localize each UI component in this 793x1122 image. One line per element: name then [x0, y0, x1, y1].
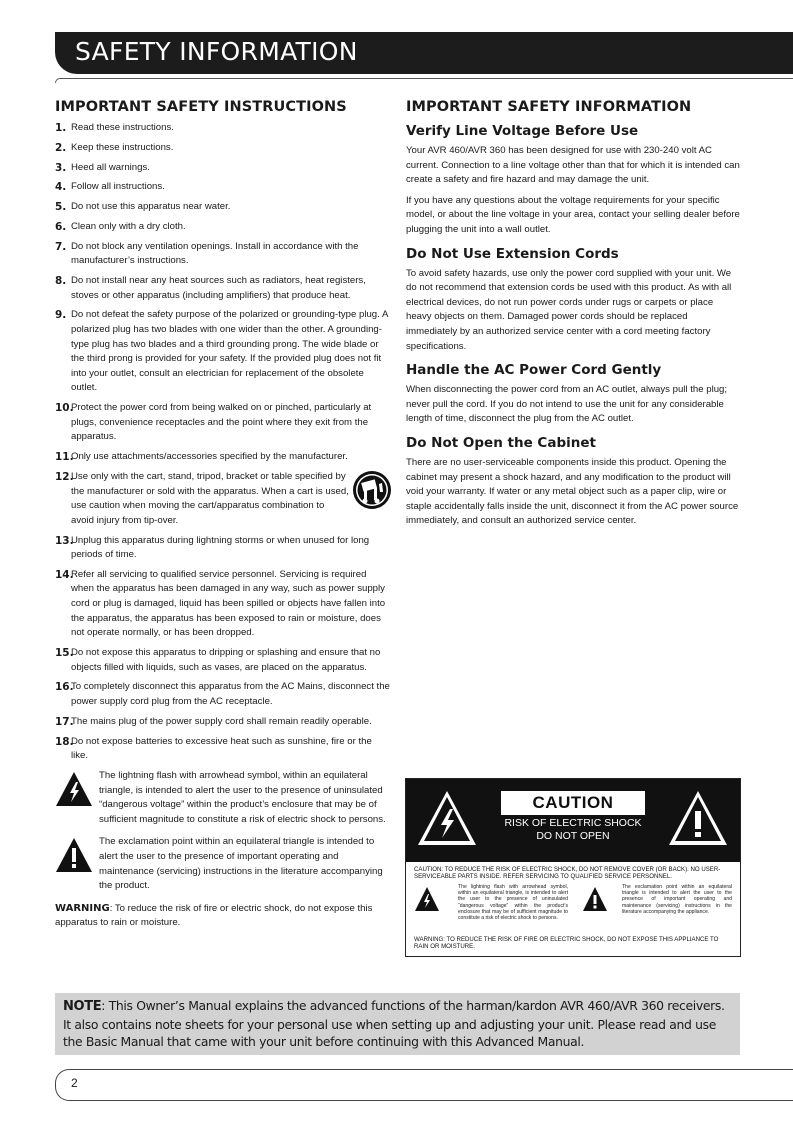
instruction-text: Do not expose batteries to excessive heat such as sunshine, fire or the like. [71, 735, 372, 762]
instruction-item [55, 735, 391, 764]
left-column [55, 99, 391, 931]
exclamation-triangle-icon [582, 886, 608, 912]
instruction-text: Clean only with a dry cloth. [71, 220, 186, 232]
instruction-number: 8. [55, 275, 67, 288]
instruction-item [55, 534, 391, 563]
instruction-number: 13. [55, 534, 74, 547]
instruction-text: To completely disconnect this apparatus from the AC Mains, disconnect the power supply cord plug from the AC receptacle. [71, 681, 390, 707]
caution-label [405, 778, 741, 957]
page-title: SAFETY INFORMATION [75, 37, 358, 66]
cart-warning-icon [352, 470, 392, 510]
lightning-triangle-icon [414, 886, 440, 912]
instruction-number: 12. [55, 470, 74, 483]
caution-line2: DO NOT OPEN [536, 830, 610, 842]
instruction-item [55, 121, 391, 136]
instruction-number: 15. [55, 647, 74, 660]
instruction-number: 16. [55, 681, 74, 694]
section-title: Handle the AC Power Cord Gently [406, 362, 662, 379]
section-paragraph: There are no user-serviceable components inside this product. Opening the cabinet may present a shock hazard, and any modification to the product will void your warranty. If water or any metal object such as a paper clip, wire or staple accidentally falls inside the unit, disconnect it from the AC power source immediately, and consult an authorized service center. [406, 456, 739, 527]
warning-label: WARNING [55, 902, 110, 914]
section-paragraph: When disconnecting the power cord from an AC outlet, always pull the plug; never pull the cord. If you do not intend to use the unit for any considerable length of time, disconnect the plug from the AC outlet. [406, 384, 728, 425]
info-sections [406, 123, 741, 529]
section-title: Do Not Open the Cabinet [406, 434, 596, 451]
info-heading: IMPORTANT SAFETY INFORMATION [406, 99, 692, 115]
section-title: Verify Line Voltage Before Use [406, 123, 639, 139]
exclamation-triangle-icon [55, 837, 93, 873]
instruction-text: Do not block any ventilation openings. Install in accordance with the manufacturer’s instructions. [71, 240, 359, 267]
caution-notice: CAUTION: TO REDUCE THE RISK OF ELECTRIC SHOCK, DO NOT REMOVE COVER (OR BACK). NO USER-SERVICEABLE PARTS INSIDE. REFER SERVICING TO QUALIFIED SERVICE PERSONNEL. [414, 866, 721, 881]
instruction-number: 10. [55, 402, 74, 415]
instruction-number: 17. [55, 715, 74, 728]
page-footer [55, 1069, 793, 1101]
instruction-item [55, 240, 391, 269]
instruction-text: Do not expose this apparatus to dripping or splashing and ensure that no objects filled with liquids, such as vases, are placed on the apparatus. [71, 647, 381, 673]
instruction-text: Follow all instructions. [71, 181, 165, 193]
lightning-notice [55, 769, 391, 827]
caution-lightning-text: The lightning flash with arrowhead symbol, within an equilateral triangle, is intended to alert the user to the presence of uninsulated “dangerous voltage” within the product’s enclosure that may be of sufficient magnitude to constitute a risk of electric shock to persons. [458, 884, 568, 922]
instruction-text: The mains plug of the power supply cord shall remain readily operable. [71, 715, 372, 727]
note-body: : This Owner’s Manual explains the advanced functions of the harman/kardon AVR 460/AVR 360 receivers. It also contains note sheets for your personal use when setting up and adjusting your unit. Please read and use the Basic Manual that came with your unit before continuing with this Advanced Manual. [63, 998, 725, 1049]
instruction-text: Do not use this apparatus near water. [71, 201, 231, 213]
exclamation-notice-text: The exclamation point within an equilateral triangle is intended to alert the user to the presence of important operating and maintenance (servicing) instructions in the literature accompanying the product. [99, 836, 383, 892]
instruction-number: 18. [55, 735, 74, 748]
section-paragraph: Your AVR 460/AVR 360 has been designed for use with 230-240 volt AC current. Connection to a line voltage other than that for which it is intended can create a safety and fire hazard and may damage the unit. [406, 145, 740, 186]
instruction-item [55, 401, 391, 445]
instruction-text: Heed all warnings. [71, 161, 150, 173]
lightning-triangle-icon [55, 771, 93, 807]
instruction-text: Protect the power cord from being walked on or pinched, particularly at plugs, convenience receptacles and the point where they exit from the apparatus. [71, 402, 372, 443]
instruction-number: 4. [55, 181, 67, 194]
instruction-text: Do not install near any heat sources such as radiators, heat registers, stoves or other apparatus (including amplifiers) that produce heat. [71, 275, 366, 301]
instruction-item [55, 680, 391, 709]
instruction-number: 9. [55, 309, 67, 322]
instruction-number: 1. [55, 122, 67, 134]
instruction-number: 14. [55, 568, 74, 581]
instructions-heading: IMPORTANT SAFETY INSTRUCTIONS [55, 99, 347, 115]
section-title: Do Not Use Extension Cords [406, 245, 619, 262]
lightning-triangle-icon [416, 789, 478, 847]
instruction-number: 6. [55, 220, 67, 233]
caution-title: CAUTION [501, 791, 645, 815]
warning-text [55, 902, 391, 931]
caution-exclaim-text: The exclamation point within an equilateral triangle is intended to alert the user to the presence of important operating and maintenance (servicing) instructions in the literature accompanying the appliance. [622, 884, 732, 915]
page-number: 2 [71, 1076, 78, 1090]
instruction-number: 2. [55, 141, 67, 154]
instruction-item [55, 470, 391, 528]
caution-subtitle [501, 817, 645, 843]
instruction-text: Keep these instructions. [71, 141, 174, 153]
instruction-text: Unplug this apparatus during lightning storms or when unused for long periods of time. [71, 534, 370, 561]
note-text [63, 997, 735, 1051]
exclamation-notice [55, 835, 391, 893]
instruction-text: Refer all servicing to qualified service personnel. Servicing is required when the apparatus has been damaged in any way, such as power supply cord or plug is damaged, liquid has been spilled or objects have fallen into the apparatus, the apparatus has been exposed to rain or moisture, does not operate normally, or has been dropped. [71, 568, 386, 639]
instruction-text: Use only with the cart, stand, tripod, bracket or table specified by the manufacturer or sold with the apparatus. When a cart is used, use caution when moving the cart/apparatus combination to avoid injury from tip-over. [71, 470, 349, 526]
note-label: NOTE [63, 999, 102, 1014]
instruction-item [55, 220, 391, 235]
instruction-item [55, 450, 391, 465]
exclamation-triangle-icon [667, 789, 729, 847]
caution-label-top [406, 779, 740, 862]
lightning-notice-text: The lightning flash with arrowhead symbol, within an equilateral triangle, is intended to alert the user to the presence of uninsulated “dangerous voltage” within the product’s enclosure that may be of sufficient magnitude to constitute a risk of electric shock to persons. [99, 769, 386, 825]
instruction-text: Only use attachments/accessories specified by the manufacturer. [71, 451, 348, 463]
page-header [55, 32, 793, 74]
instruction-text: Do not defeat the safety purpose of the polarized or grounding-type plug. A polarized plug has two blades with one wider than the other. A grounding-type plug has two blades and a third grounding prong. The wide blade or the third prong is provided for your safety. If the provided plug does not fit into your outlet, consult an electrician for replacement of the obsolete outlet. [71, 309, 388, 394]
warning-body: : To reduce the risk of fire or electric shock, do not expose this apparatus to rain or moisture. [55, 902, 373, 929]
instruction-item [55, 274, 391, 303]
section-paragraph: If you have any questions about the voltage requirements for your specific model, or about the line voltage in your area, contact your selling dealer before plugging the unit into a wall outlet. [406, 194, 740, 235]
instruction-number: 5. [55, 201, 67, 214]
caution-warning: WARNING: TO REDUCE THE RISK OF FIRE OR ELECTRIC SHOCK, DO NOT EXPOSE THIS APPLIANCE TO RAIN OR MOISTURE. [414, 936, 719, 951]
instruction-item [55, 308, 391, 396]
instruction-number: 7. [55, 240, 67, 253]
header-rule [55, 78, 793, 83]
instruction-number: 11. [55, 451, 74, 464]
instruction-text: Read these instructions. [71, 122, 174, 133]
section-paragraph: To avoid safety hazards, use only the power cord supplied with your unit. We do not recommend that extension cords be used with this product. As with all electrical devices, do not run power cords under rugs or carpets or place heavy objects on them. Damaged power cords should be replaced immediately by an authorized service center with a cord meeting factory specifications. [406, 267, 732, 352]
instructions-list [55, 121, 391, 764]
instruction-item [55, 715, 391, 730]
instruction-item [55, 141, 391, 156]
instruction-item [55, 180, 391, 195]
instruction-item [55, 161, 391, 176]
caution-sign [501, 791, 645, 851]
caution-line1: RISK OF ELECTRIC SHOCK [504, 817, 642, 829]
instruction-item [55, 646, 391, 675]
instruction-item [55, 568, 391, 641]
right-column [406, 99, 741, 535]
instruction-item [55, 200, 391, 215]
note-box [55, 993, 740, 1055]
instruction-number: 3. [55, 161, 67, 174]
